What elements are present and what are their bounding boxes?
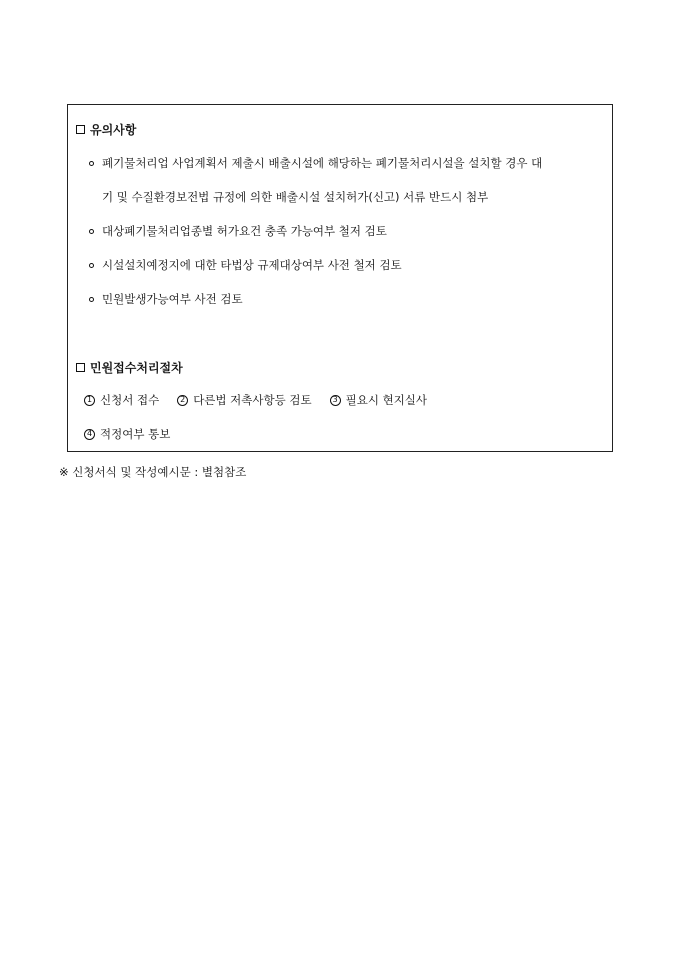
checkbox-square-icon <box>76 363 85 372</box>
footnote: ※ 신청서식 및 작성예시문 : 별첨참조 <box>59 465 247 479</box>
caution-item <box>89 223 387 239</box>
circle-bullet-icon <box>89 297 94 302</box>
caution-item-text: 민원발생가능여부 사전 검토 <box>102 292 243 306</box>
circled-number-icon: 4 <box>84 429 95 440</box>
procedure-step-label: 필요시 현지실사 <box>345 393 428 407</box>
procedure-step-label: 다른법 저촉사항등 검토 <box>193 393 312 407</box>
caution-item <box>89 291 243 307</box>
procedure-step <box>84 426 170 442</box>
procedure-step-label: 적정여부 통보 <box>100 427 171 441</box>
cautions-heading-text: 유의사항 <box>90 123 137 137</box>
circle-bullet-icon <box>89 161 94 166</box>
caution-item-continuation <box>102 189 488 205</box>
circled-number-icon: 2 <box>177 395 188 406</box>
caution-item-text: 시설설치예정지에 대한 타법상 규제대상여부 사전 철저 검토 <box>102 258 402 272</box>
caution-item-text: 대상폐기물처리업종별 허가요건 충족 가능여부 철저 검토 <box>102 224 387 238</box>
checkbox-square-icon <box>76 125 85 134</box>
cautions-heading <box>76 121 136 138</box>
procedure-step <box>177 392 311 408</box>
caution-item <box>89 155 542 171</box>
caution-item <box>89 257 402 273</box>
procedure-step <box>330 392 427 408</box>
circle-bullet-icon <box>89 263 94 268</box>
caution-item-text: 기 및 수질환경보전법 규정에 의한 배출시설 설치허가(신고) 서류 반드시 첨부 <box>102 190 489 204</box>
procedure-heading <box>76 359 183 376</box>
caution-item-text: 폐기물처리업 사업계획서 제출시 배출시설에 해당하는 폐기물처리시설을 설치할 경우 대 <box>102 156 543 170</box>
procedure-step <box>84 392 159 408</box>
circled-number-icon: 1 <box>84 395 95 406</box>
circled-number-icon: 3 <box>330 395 341 406</box>
procedure-step-label: 신청서 접수 <box>100 393 160 407</box>
procedure-steps-row <box>84 426 188 442</box>
procedure-steps-row <box>84 392 445 408</box>
circle-bullet-icon <box>89 229 94 234</box>
notice-box <box>67 104 613 452</box>
procedure-heading-text: 민원접수처리절차 <box>90 361 183 375</box>
